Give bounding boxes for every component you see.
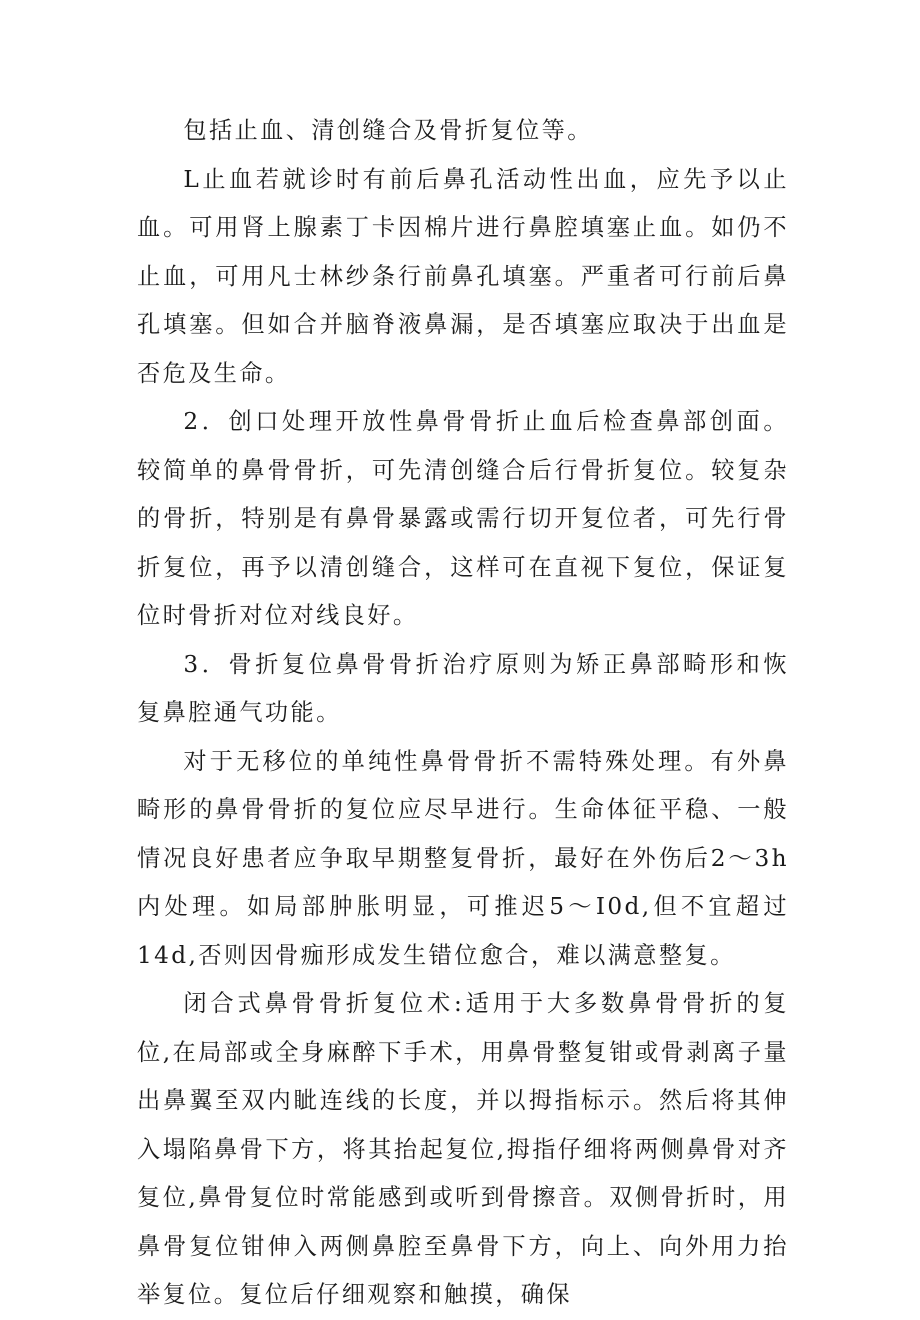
paragraph-reduction-timing: 对于无移位的单纯性鼻骨骨折不需特殊处理。有外鼻畸形的鼻骨骨折的复位应尽早进行。生命体征平稳、一般情况良好患者应争取早期整复骨折，最好在外伤后2～3h内处理。如局部肿胀明显，可推迟5～I0d,但不宜超过14d,否则因骨痂形成发生错位愈合，难以满意整复。: [137, 747, 789, 969]
paragraph-fracture-reduction: 3．骨折复位鼻骨骨折治疗原则为矫正鼻部畸形和恢复鼻腔通气功能。: [137, 650, 789, 726]
paragraph-closed-reduction: 闭合式鼻骨骨折复位术:适用于大多数鼻骨骨折的复位,在局部或全身麻醉下手术，用鼻骨整复钳或骨剥离子量出鼻翼至双内眦连线的长度，并以拇指标示。然后将其伸入塌陷鼻骨下方，将其抬起复位,拇指仔细将两侧鼻骨对齐复位,鼻骨复位时常能感到或听到骨擦音。双侧骨折时，用鼻骨复位钳伸入两侧鼻腔至鼻骨下方，向上、向外用力抬举复位。复位后仔细观察和触摸，确保: [137, 990, 789, 1308]
document-body: [137, 107, 789, 1320]
paragraph-hemostasis: L止血若就诊时有前后鼻孔活动性出血，应先予以止血。可用肾上腺素丁卡因棉片进行鼻腔填塞止血。如仍不止血，可用凡士林纱条行前鼻孔填塞。严重者可行前后鼻孔填塞。但如合并脑脊液鼻漏，是否填塞应取决于出血是否危及生命。: [137, 165, 789, 387]
paragraph-wound-management: 2．创口处理开放性鼻骨骨折止血后检查鼻部创面。较简单的鼻骨骨折，可先清创缝合后行骨折复位。较复杂的骨折，特别是有鼻骨暴露或需行切开复位者，可先行骨折复位，再予以清创缝合，这样可在直视下复位，保证复位时骨折对位对线良好。: [137, 408, 789, 629]
paragraph-treatment-summary: 包括止血、清创缝合及骨折复位等。: [183, 117, 593, 144]
